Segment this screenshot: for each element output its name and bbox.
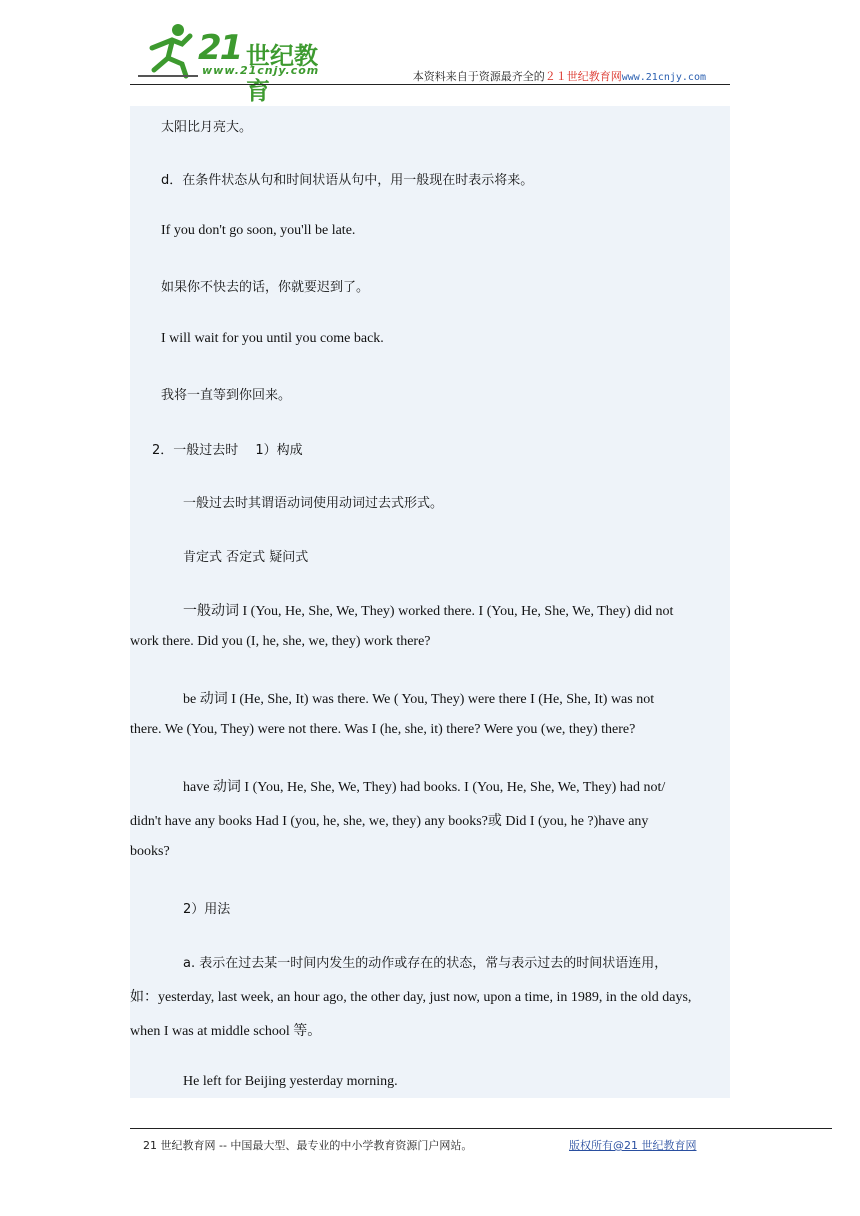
footer-divider	[130, 1128, 832, 1129]
document-body	[130, 106, 730, 1098]
text-line: He left for Beijing yesterday morning.	[183, 1074, 398, 1089]
header-source-note	[413, 68, 706, 84]
text-line: d．在条件状态从句和时间状语从句中，用一般现在时表示将来。	[161, 173, 534, 188]
text-line: 一般过去时其谓语动词使用动词过去式形式。	[183, 496, 444, 511]
text-line: 肯定式 否定式 疑问式	[183, 550, 309, 565]
text-line: I will wait for you until you come back.	[161, 331, 384, 346]
header-note-prefix: 本资料来自于资源最齐全的	[412, 70, 545, 83]
text-line: didn't have any books Had I (you, he, she, we, they) any books?或 Did I (you, he ?)have any	[130, 814, 649, 829]
text-line: books?	[130, 844, 170, 859]
page-header	[130, 18, 730, 105]
text-line: 2）用法	[183, 902, 231, 917]
section-heading: 2．一般过去时 1）构成	[152, 443, 303, 458]
text-line: there. We (You, They) were not there. Was I (he, she, it) there? Were you (we, they) there?	[130, 722, 636, 737]
text-line: be 动词 I (He, She, It) was there. We ( You, They) were there I (He, She, It) was not	[183, 692, 655, 707]
header-divider	[130, 84, 730, 85]
logo-url: www.21cnjy.com	[202, 64, 320, 77]
footer-copyright-link[interactable]: 版权所有@21 世纪教育网	[569, 1139, 697, 1152]
text-line: 如：yesterday, last week, an hour ago, the other day, just now, upon a time, in 1989, in the old days,	[130, 990, 692, 1005]
text-line: when I was at middle school 等。	[130, 1024, 322, 1039]
header-note-url[interactable]: www.21cnjy.com	[621, 72, 706, 83]
text-line: 一般动词 I (You, He, She, We, They) worked there. I (You, He, She, We, They) did not	[183, 604, 674, 619]
text-line: If you don't go soon, you'll be late.	[161, 223, 356, 238]
header-note-site: ２１世纪教育网	[544, 70, 622, 83]
footer-site-description: 21 世纪教育网 -- 中国最大型、最专业的中小学教育资源门户网站。	[143, 1139, 473, 1152]
text-line: have 动词 I (You, He, She, We, They) had books. I (You, He, She, We, They) had not/	[183, 780, 666, 795]
text-line: 如果你不快去的话，你就要迟到了。	[161, 280, 370, 295]
logo-mark-cn: 世纪教育	[246, 42, 318, 105]
text-line: a. 表示在过去某一时间内发生的动作或存在的状态，常与表示过去的时间状语连用，	[183, 956, 668, 971]
running-figure-icon	[138, 20, 202, 80]
site-logo[interactable]	[138, 18, 338, 105]
logo-mark-21: 21	[198, 28, 242, 68]
text-line: 我将一直等到你回来。	[161, 388, 292, 403]
text-line: 太阳比月亮大。	[161, 120, 253, 135]
text-line: work there. Did you (I, he, she, we, they) work there?	[130, 634, 431, 649]
